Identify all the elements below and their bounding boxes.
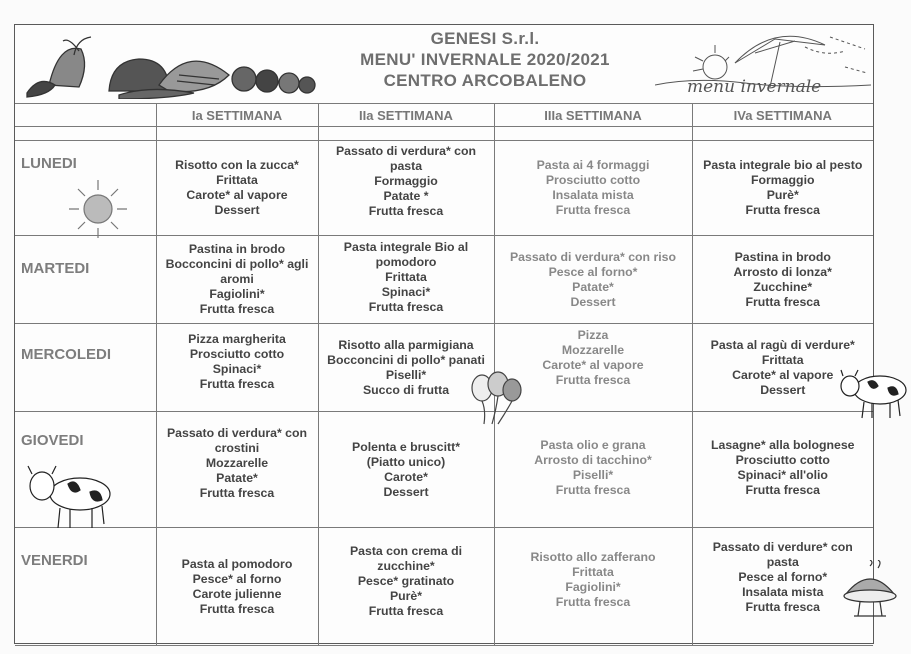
day-label: MARTEDI (15, 236, 156, 324)
balloons-icon (468, 370, 524, 426)
menu-table (15, 103, 873, 646)
week-header: Ia SETTIMANA (156, 104, 318, 127)
logo-caption: menu invernale (687, 77, 822, 97)
menu-cell: Pizza margherita Prosciutto cotto Spinaci* Frutta fresca (156, 324, 318, 412)
day-row (15, 324, 873, 412)
menu-sheet (14, 24, 874, 644)
menu-cell: Polenta e bruscitt* (Piatto unico) Carote* Dessert (318, 412, 494, 528)
menu-cell: Risotto alla parmigiana Bocconcini di pollo* panati Piselli* Succo di frutta (318, 324, 494, 412)
day-label: VENERDI (15, 528, 156, 646)
menu-cell: Pasta integrale bio al pesto Formaggio Purè* Frutta fresca (692, 141, 873, 236)
week-header: IIa SETTIMANA (318, 104, 494, 127)
menu-cell: Lasagne* alla bolognese Prosciutto cotto Spinaci* all'olio Frutta fresca (692, 412, 873, 528)
cow-icon (24, 462, 114, 534)
menu-cell: Risotto allo zafferano Frittata Fagiolini* Frutta fresca (494, 528, 692, 646)
cow-icon (838, 366, 910, 422)
menu-cell: Pasta con crema di zucchine* Pesce* gratinato Purè* Frutta fresca (318, 528, 494, 646)
menu-cell: Passato di verdura* con crostini Mozzarelle Patate* Frutta fresca (156, 412, 318, 528)
company-name: GENESI S.r.l. (430, 29, 540, 48)
serving-dish-icon (840, 560, 900, 620)
day-row (15, 528, 873, 646)
menu-cell: Pastina in brodo Arrosto di lonza* Zucchine* Frutta fresca (692, 236, 873, 324)
corner-cell (15, 104, 156, 127)
menu-cell: Pasta al ragù di verdure* Frittata Carote* al vapore Dessert (692, 324, 873, 412)
center-name: CENTRO ARCOBALENO (383, 71, 587, 90)
spacer-row (15, 127, 873, 141)
day-label: MERCOLEDI (15, 324, 156, 412)
fruit-basket-illustration (19, 35, 319, 99)
menu-cell: Passato di verdure* con pasta Pesce al forno* Insalata mista Frutta fresca (692, 528, 873, 646)
week-header: IVa SETTIMANA (692, 104, 873, 127)
menu-cell: Pasta ai 4 formaggi Prosciutto cotto Insalata mista Frutta fresca (494, 141, 692, 236)
menu-cell: Passato di verdura* con pasta Formaggio Patate * Frutta fresca (318, 141, 494, 236)
menu-header (15, 25, 873, 104)
day-label: LUNEDI (15, 141, 156, 236)
day-row (15, 141, 873, 236)
day-row (15, 412, 873, 528)
menu-cell: Passato di verdura* con riso Pesce al forno* Patate* Dessert (494, 236, 692, 324)
menu-title: MENU' INVERNALE 2020/2021 (360, 50, 610, 69)
menu-cell: Pasta al pomodoro Pesce* al forno Carote julienne Frutta fresca (156, 528, 318, 646)
week-header-row (15, 104, 873, 127)
day-label: GIOVEDI (15, 412, 156, 528)
menu-cell: Pasta olio e grana Arrosto di tacchino* Piselli* Frutta fresca (494, 412, 692, 528)
menu-cell: Pastina in brodo Bocconcini di pollo* agli aromi Fagiolini* Frutta fresca (156, 236, 318, 324)
menu-cell: Pasta integrale Bio al pomodoro Frittata Spinaci* Frutta fresca (318, 236, 494, 324)
sun-icon (66, 178, 130, 240)
day-row (15, 236, 873, 324)
menu-cell: Pizza Mozzarelle Carote* al vapore Frutta fresca (494, 324, 692, 412)
week-header: IIIa SETTIMANA (494, 104, 692, 127)
menu-cell: Risotto con la zucca* Frittata Carote* al vapore Dessert (156, 141, 318, 236)
